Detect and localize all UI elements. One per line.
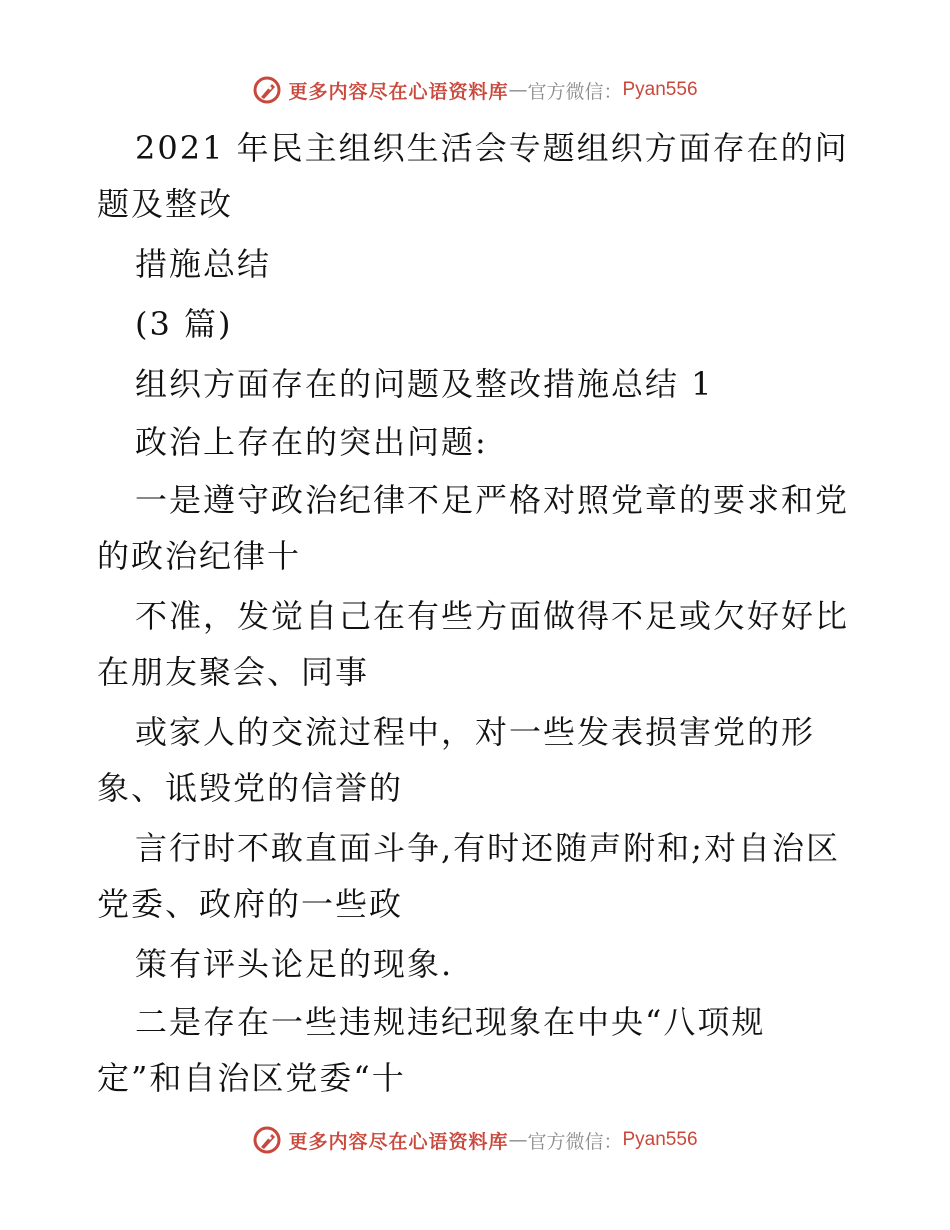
pen-nib-circle-icon: [252, 75, 282, 105]
paragraph-line: 定”和自治区党委“十: [97, 1059, 406, 1097]
paragraph-line: 的政治纪律十: [97, 537, 302, 575]
paragraph-line: 二是存在一些违规违纪现象在中央“八项规: [135, 1003, 766, 1041]
wechat-id: Pyan556: [622, 79, 698, 100]
paragraph-line: 政治上存在的突出问题:: [135, 423, 488, 461]
pen-nib-circle-icon: [252, 1125, 282, 1155]
doc-title-line-1: 2021 年民主组织生活会专题组织方面存在的问: [135, 129, 849, 167]
paragraph-line: 不准，发觉自己在有些方面做得不足或欠好好比: [135, 597, 850, 635]
doc-title-line-2: 题及整改: [97, 185, 234, 223]
brand-text: 更多内容尽在心语资料库: [288, 1130, 509, 1153]
banner-dash: —: [508, 79, 528, 101]
paragraph-line: 党委、政府的一些政: [97, 885, 404, 923]
doc-title-line-3: 措施总结: [135, 245, 272, 283]
paragraph-line: 一是遵守政治纪律不足严格对照党章的要求和党: [135, 481, 850, 519]
footer-banner: [0, 1120, 950, 1160]
header-banner: [0, 70, 950, 110]
paragraph-line: 或家人的交流过程中，对一些发表损害党的形: [135, 713, 816, 751]
paragraph-line: 言行时不敢直面斗争,有时还随声附和;对自治区: [135, 829, 840, 867]
doc-count: (3 篇): [135, 305, 233, 343]
section-heading: 组织方面存在的问题及整改措施总结 1: [135, 365, 714, 403]
paragraph-line: 策有评头论足的现象.: [135, 945, 454, 983]
wechat-label: 官方微信：: [527, 80, 623, 103]
banner-dash: —: [508, 1129, 528, 1151]
paragraph-line: 在朋友聚会、同事: [97, 653, 370, 691]
paragraph-line: 象、诋毁党的信誉的: [97, 769, 404, 807]
wechat-id: Pyan556: [622, 1129, 698, 1150]
wechat-label: 官方微信：: [527, 1130, 623, 1153]
brand-text: 更多内容尽在心语资料库: [288, 80, 509, 103]
